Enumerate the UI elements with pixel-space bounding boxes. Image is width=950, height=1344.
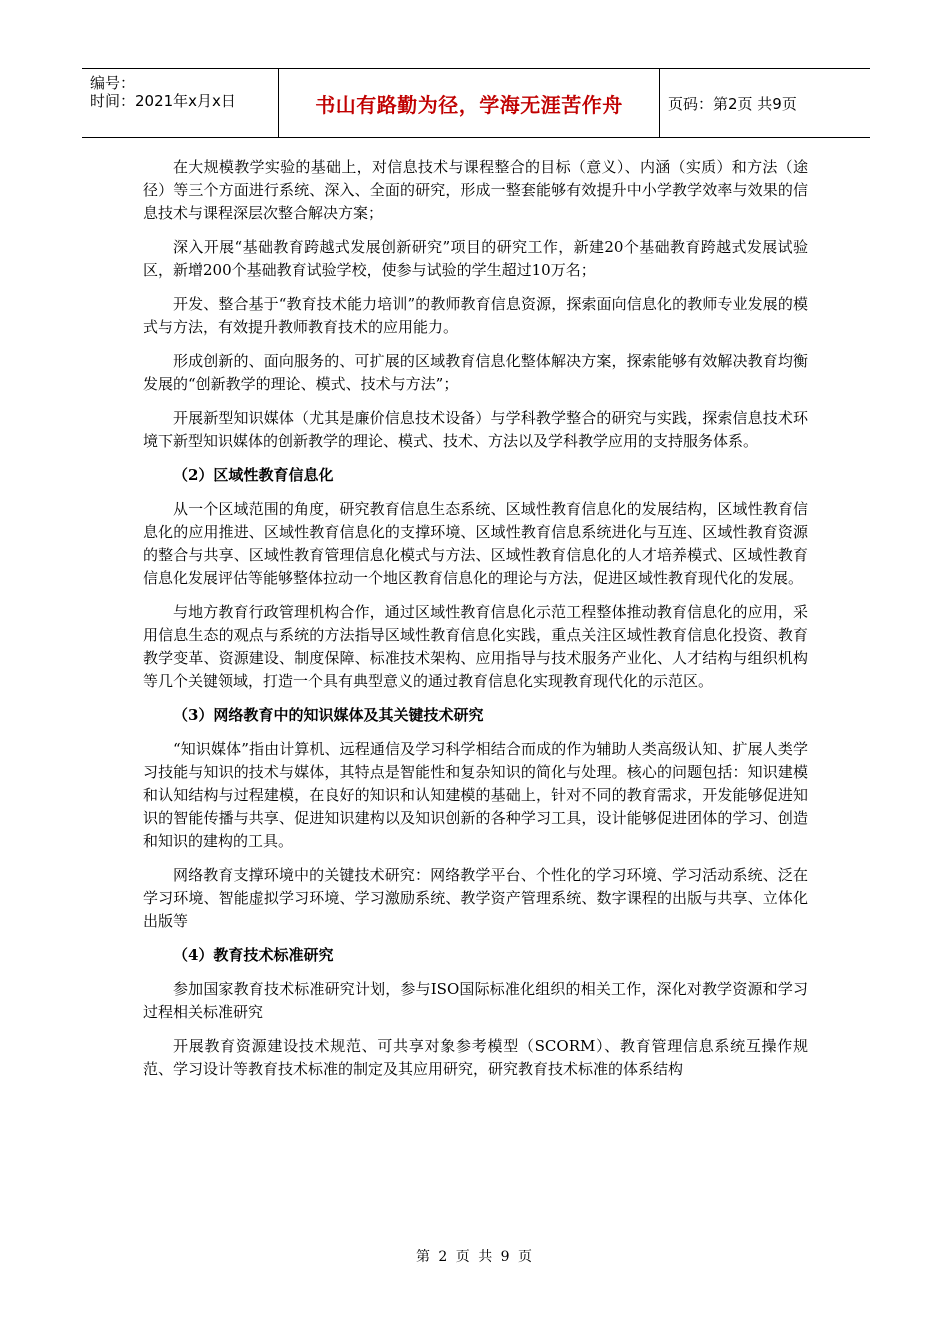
page-footer: 第 2 页 共 9 页	[415, 1249, 535, 1265]
paragraph: 开展新型知识媒体（尤其是廉价信息技术设备）与学科教学整合的研究与实践，探索信息技术环境下新型知识媒体的创新教学的理论、模式、技术、方法以及学科教学应用的支持服务体系。	[143, 409, 808, 450]
paragraph: 形成创新的、面向服务的、可扩展的区域教育信息化整体解决方案，探索能够有效解决教育均衡发展的“创新教学的理论、模式、技术与方法”；	[143, 352, 808, 393]
header-motto: 书山有路勤为径，学海无涯苦作舟	[279, 69, 660, 137]
page-header	[82, 68, 870, 138]
serial-number-label: 编号：	[90, 74, 136, 92]
paragraph: 开展教育资源建设技术规范、可共享对象参考模型（SCORM）、教育管理信息系统互操作规范、学习设计等教育技术标准的制定及其应用研究，研究教育技术标准的体系结构	[143, 1037, 808, 1078]
section-heading: （3）网络教育中的知识媒体及其关键技术研究	[173, 706, 484, 724]
header-page-info: 页码：第2页 共9页	[668, 94, 797, 113]
paragraph: 网络教育支撑环境中的关键技术研究：网络教学平台、个性化的学习环境、学习活动系统、泛在学习环境、智能虚拟学习环境、学习激励系统、教学资产管理系统、数字课程的出版与共享、立体化出版等	[143, 866, 808, 930]
paragraph: 开发、整合基于“教育技术能力培训”的教师教育信息资源，探索面向信息化的教师专业发展的模式与方法，有效提升教师教育技术的应用能力。	[143, 295, 808, 336]
section-heading: （4）教育技术标准研究	[173, 946, 334, 964]
paragraph: 深入开展“基础教育跨越式发展创新研究”项目的研究工作，新建20个基础教育跨越式发展试验区，新增200个基础教育试验学校，使参与试验的学生超过10万名；	[143, 238, 808, 279]
paragraph: 从一个区域范围的角度，研究教育信息生态系统、区域性教育信息化的发展结构，区域性教育信息化的应用推进、区域性教育信息化的支撑环境、区域性教育信息系统进化与互连、区域性教育资源的整合与共享、区域性教育管理信息化模式与方法、区域性教育信息化的人才培养模式、区域性教育信息化发展评估等能够整体拉动一个地区教育信息化的理论与方法，促进区域性教育现代化的发展。	[143, 500, 808, 587]
document-body	[143, 156, 808, 1092]
paragraph: “知识媒体”指由计算机、远程通信及学习科学相结合而成的作为辅助人类高级认知、扩展人类学习技能与知识的技术与媒体，其特点是智能性和复杂知识的简化与处理。核心的问题包括：知识建模和认知结构与过程建模，在良好的知识和认知建模的基础上，针对不同的教育需求，开发能够促进知识的智能传播与共享、促进知识建构以及知识创新的各种学习工具，设计能够促进团体的学习、创造和知识的建构的工具。	[143, 740, 808, 850]
paragraph: 参加国家教育技术标准研究计划，参与ISO国际标准化组织的相关工作，深化对教学资源和学习过程相关标准研究	[143, 980, 808, 1021]
header-meta	[82, 69, 279, 137]
paragraph: 与地方教育行政管理机构合作，通过区域性教育信息化示范工程整体推动教育信息化的应用，采用信息生态的观点与系统的方法指导区域性教育信息化实践，重点关注区域性教育信息化投资、教育教学变革、资源建设、制度保障、标准技术架构、应用指导与技术服务产业化、人才结构与组织机构等几个关键领域，打造一个具有典型意义的通过教育信息化实现教育现代化的示范区。	[143, 603, 808, 690]
paragraph: 在大规模教学实验的基础上，对信息技术与课程整合的目标（意义）、内涵（实质）和方法（途径）等三个方面进行系统、深入、全面的研究，形成一整套能够有效提升中小学教学效率与效果的信息技术与课程深层次整合解决方案；	[143, 158, 808, 222]
section-heading: （2）区域性教育信息化	[173, 466, 334, 484]
date-label: 时间：2021年x月x日	[90, 92, 236, 110]
